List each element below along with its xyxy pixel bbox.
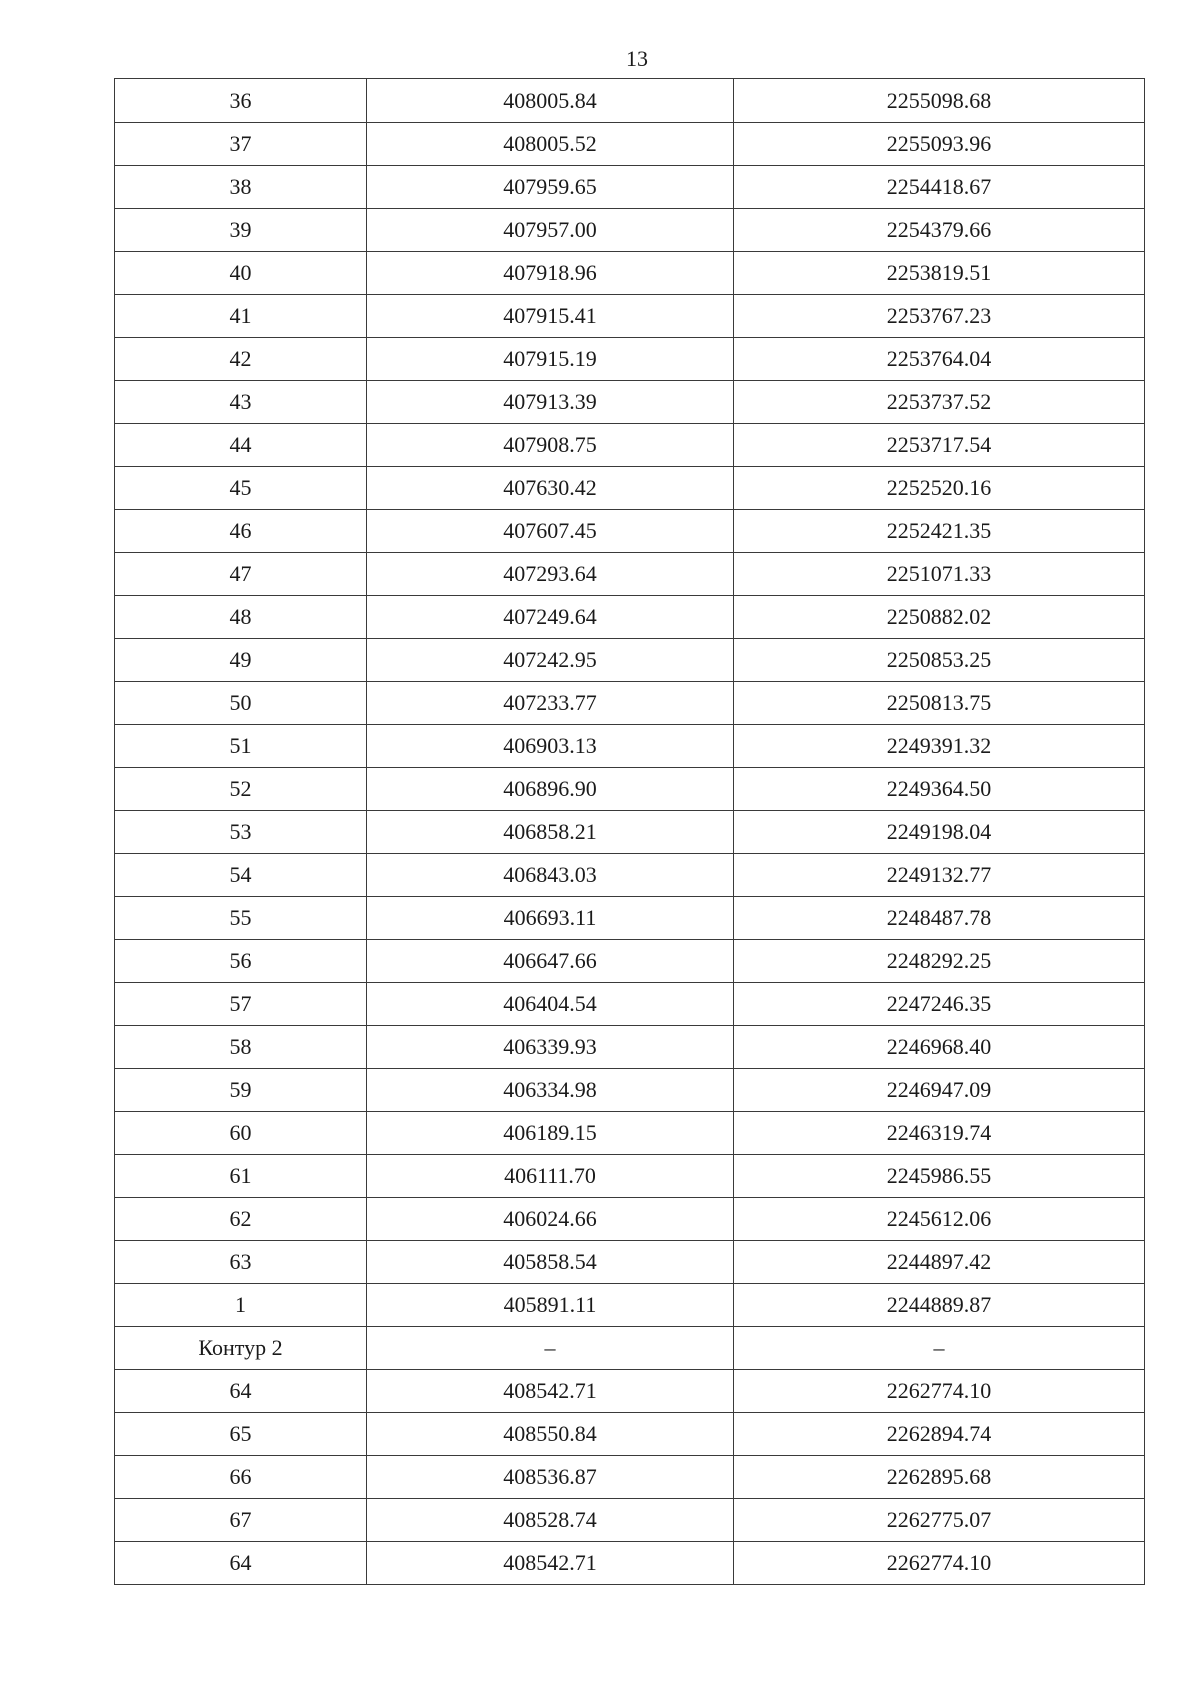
table-row [115, 1155, 1145, 1198]
point-cell: 65 [115, 1413, 367, 1456]
table-row [115, 1499, 1145, 1542]
table-row [115, 983, 1145, 1026]
point-cell: 56 [115, 940, 367, 983]
y-coordinate-cell: 2252520.16 [734, 467, 1145, 510]
point-cell: 58 [115, 1026, 367, 1069]
y-coordinate-cell: 2244889.87 [734, 1284, 1145, 1327]
y-coordinate-cell: 2248292.25 [734, 940, 1145, 983]
point-cell: 54 [115, 854, 367, 897]
x-coordinate-cell: 408542.71 [367, 1370, 734, 1413]
y-coordinate-cell: 2253819.51 [734, 252, 1145, 295]
point-cell: 60 [115, 1112, 367, 1155]
point-cell: 49 [115, 639, 367, 682]
x-coordinate-cell: 406896.90 [367, 768, 734, 811]
point-cell: 64 [115, 1370, 367, 1413]
x-coordinate-cell: 408005.84 [367, 79, 734, 123]
point-cell: 44 [115, 424, 367, 467]
page-number: 13 [626, 46, 648, 71]
x-coordinate-cell: 406024.66 [367, 1198, 734, 1241]
x-coordinate-cell: 407630.42 [367, 467, 734, 510]
table-row [115, 381, 1145, 424]
y-coordinate-cell: 2253737.52 [734, 381, 1145, 424]
y-coordinate-cell: 2262895.68 [734, 1456, 1145, 1499]
point-cell: 42 [115, 338, 367, 381]
x-coordinate-cell: 407249.64 [367, 596, 734, 639]
y-coordinate-cell: 2251071.33 [734, 553, 1145, 596]
y-coordinate-cell: 2249132.77 [734, 854, 1145, 897]
y-coordinate-cell: 2255093.96 [734, 123, 1145, 166]
table-row [115, 424, 1145, 467]
table-row [115, 682, 1145, 725]
x-coordinate-cell: 405858.54 [367, 1241, 734, 1284]
point-cell: 47 [115, 553, 367, 596]
y-coordinate-cell: 2249391.32 [734, 725, 1145, 768]
point-cell: 63 [115, 1241, 367, 1284]
table-row [115, 1026, 1145, 1069]
y-coordinate-cell: 2250813.75 [734, 682, 1145, 725]
y-coordinate-cell: 2255098.68 [734, 79, 1145, 123]
point-cell: 66 [115, 1456, 367, 1499]
y-coordinate-cell: 2249364.50 [734, 768, 1145, 811]
y-coordinate-cell: 2247246.35 [734, 983, 1145, 1026]
point-cell: 55 [115, 897, 367, 940]
point-cell: 37 [115, 123, 367, 166]
point-cell: 50 [115, 682, 367, 725]
y-coordinate-cell: 2246968.40 [734, 1026, 1145, 1069]
point-cell: 51 [115, 725, 367, 768]
x-coordinate-cell: – [367, 1327, 734, 1370]
x-coordinate-cell: 406334.98 [367, 1069, 734, 1112]
table-row [115, 1241, 1145, 1284]
x-coordinate-cell: 408550.84 [367, 1413, 734, 1456]
x-coordinate-cell: 406339.93 [367, 1026, 734, 1069]
table-row [115, 166, 1145, 209]
x-coordinate-cell: 408542.71 [367, 1542, 734, 1585]
point-cell: 64 [115, 1542, 367, 1585]
y-coordinate-cell: 2262894.74 [734, 1413, 1145, 1456]
point-cell: 57 [115, 983, 367, 1026]
point-cell: 67 [115, 1499, 367, 1542]
point-cell: 1 [115, 1284, 367, 1327]
y-coordinate-cell: 2246319.74 [734, 1112, 1145, 1155]
table-row [115, 1370, 1145, 1413]
x-coordinate-cell: 407293.64 [367, 553, 734, 596]
point-cell: 46 [115, 510, 367, 553]
y-coordinate-cell: 2245612.06 [734, 1198, 1145, 1241]
table-row [115, 811, 1145, 854]
table-row [115, 1069, 1145, 1112]
x-coordinate-cell: 407607.45 [367, 510, 734, 553]
x-coordinate-cell: 408536.87 [367, 1456, 734, 1499]
y-coordinate-cell: 2262774.10 [734, 1370, 1145, 1413]
x-coordinate-cell: 408528.74 [367, 1499, 734, 1542]
point-cell: 38 [115, 166, 367, 209]
table-row [115, 596, 1145, 639]
table-row [115, 467, 1145, 510]
point-cell: 43 [115, 381, 367, 424]
x-coordinate-cell: 406404.54 [367, 983, 734, 1026]
point-cell: 40 [115, 252, 367, 295]
x-coordinate-cell: 406693.11 [367, 897, 734, 940]
y-coordinate-cell: 2244897.42 [734, 1241, 1145, 1284]
table-row [115, 1456, 1145, 1499]
x-coordinate-cell: 408005.52 [367, 123, 734, 166]
x-coordinate-cell: 407242.95 [367, 639, 734, 682]
x-coordinate-cell: 407959.65 [367, 166, 734, 209]
table-row [115, 209, 1145, 252]
x-coordinate-cell: 407915.19 [367, 338, 734, 381]
table-row [115, 553, 1145, 596]
x-coordinate-cell: 406843.03 [367, 854, 734, 897]
x-coordinate-cell: 407957.00 [367, 209, 734, 252]
table-row [115, 1542, 1145, 1585]
table-row [115, 338, 1145, 381]
y-coordinate-cell: – [734, 1327, 1145, 1370]
table-row [115, 940, 1145, 983]
table-row [115, 510, 1145, 553]
y-coordinate-cell: 2250853.25 [734, 639, 1145, 682]
x-coordinate-cell: 406858.21 [367, 811, 734, 854]
y-coordinate-cell: 2253764.04 [734, 338, 1145, 381]
x-coordinate-cell: 407913.39 [367, 381, 734, 424]
table-row [115, 725, 1145, 768]
table-row [115, 252, 1145, 295]
coordinates-table [114, 78, 1145, 1585]
x-coordinate-cell: 406189.15 [367, 1112, 734, 1155]
table-row [115, 1284, 1145, 1327]
y-coordinate-cell: 2245986.55 [734, 1155, 1145, 1198]
x-coordinate-cell: 405891.11 [367, 1284, 734, 1327]
point-cell: 39 [115, 209, 367, 252]
x-coordinate-cell: 406111.70 [367, 1155, 734, 1198]
table-row [115, 768, 1145, 811]
x-coordinate-cell: 407915.41 [367, 295, 734, 338]
point-cell: Контур 2 [115, 1327, 367, 1370]
table-row [115, 79, 1145, 123]
y-coordinate-cell: 2252421.35 [734, 510, 1145, 553]
x-coordinate-cell: 407233.77 [367, 682, 734, 725]
point-cell: 62 [115, 1198, 367, 1241]
table-row [115, 854, 1145, 897]
y-coordinate-cell: 2253717.54 [734, 424, 1145, 467]
point-cell: 48 [115, 596, 367, 639]
table-row [115, 1327, 1145, 1370]
table-row [115, 897, 1145, 940]
y-coordinate-cell: 2262774.10 [734, 1542, 1145, 1585]
point-cell: 53 [115, 811, 367, 854]
x-coordinate-cell: 406903.13 [367, 725, 734, 768]
table-row [115, 1112, 1145, 1155]
x-coordinate-cell: 407908.75 [367, 424, 734, 467]
y-coordinate-cell: 2254418.67 [734, 166, 1145, 209]
x-coordinate-cell: 407918.96 [367, 252, 734, 295]
table-row [115, 639, 1145, 682]
point-cell: 59 [115, 1069, 367, 1112]
point-cell: 41 [115, 295, 367, 338]
table-row [115, 295, 1145, 338]
y-coordinate-cell: 2250882.02 [734, 596, 1145, 639]
y-coordinate-cell: 2249198.04 [734, 811, 1145, 854]
y-coordinate-cell: 2246947.09 [734, 1069, 1145, 1112]
y-coordinate-cell: 2254379.66 [734, 209, 1145, 252]
x-coordinate-cell: 406647.66 [367, 940, 734, 983]
y-coordinate-cell: 2262775.07 [734, 1499, 1145, 1542]
point-cell: 52 [115, 768, 367, 811]
table-row [115, 1198, 1145, 1241]
coordinates-table-body [115, 79, 1145, 1585]
point-cell: 45 [115, 467, 367, 510]
point-cell: 61 [115, 1155, 367, 1198]
table-row [115, 123, 1145, 166]
table-row [115, 1413, 1145, 1456]
y-coordinate-cell: 2253767.23 [734, 295, 1145, 338]
y-coordinate-cell: 2248487.78 [734, 897, 1145, 940]
point-cell: 36 [115, 79, 367, 123]
